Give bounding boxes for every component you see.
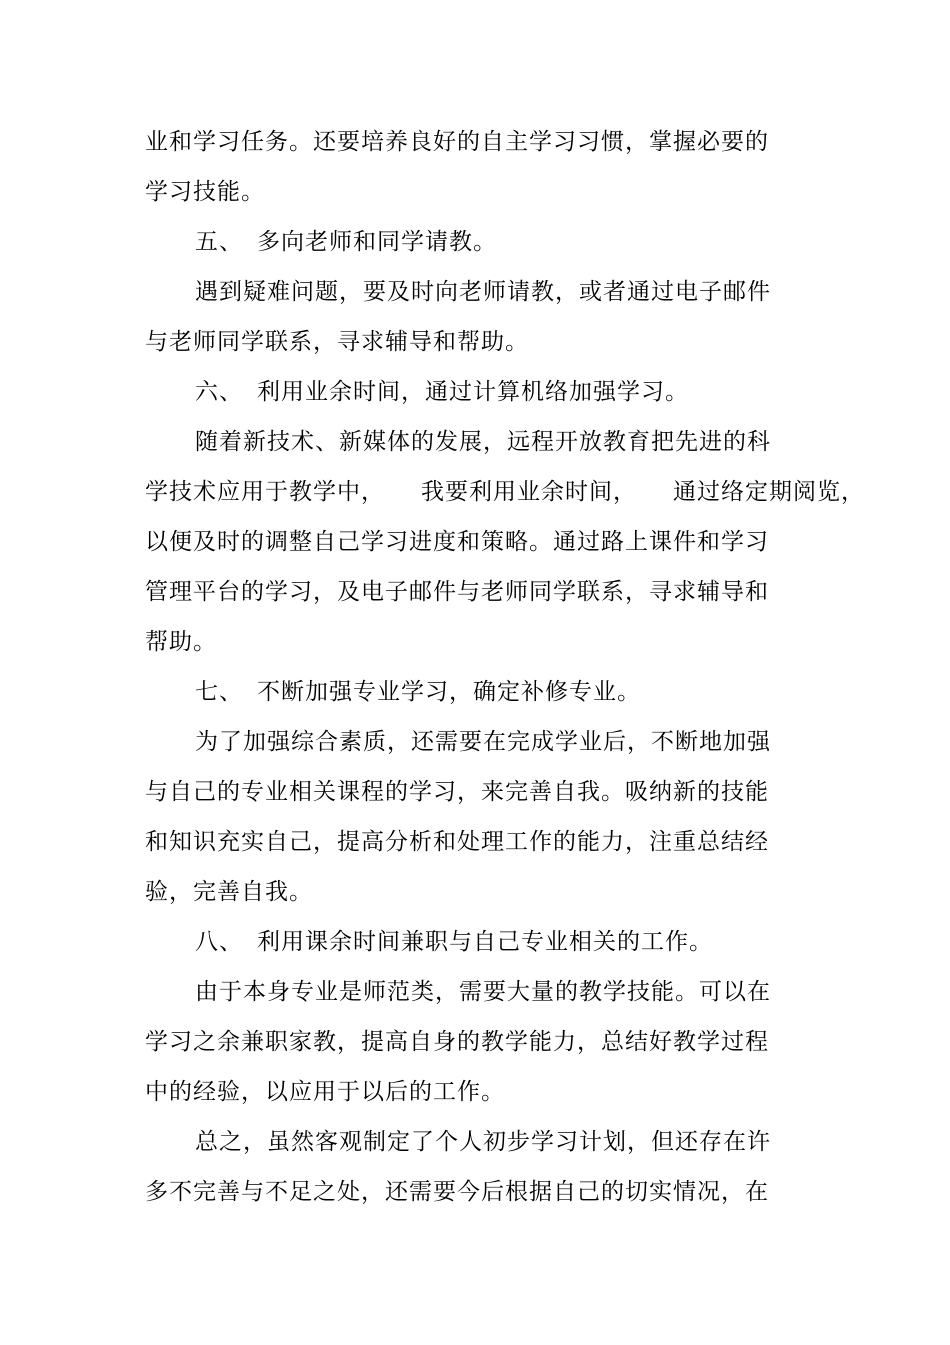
paragraph-line: 多不完善与不足之处，还需要今后根据自己的切实情况，在 (145, 1179, 769, 1205)
heading-number: 五、 (195, 229, 243, 255)
text-segment: 通过络定期阅览， (673, 479, 865, 505)
paragraph-line: 帮助。 (145, 629, 217, 655)
paragraph-line: 为了加强综合素质，还需要在完成学业后，不断地加强 (195, 729, 771, 755)
heading-text: 多向老师和同学请教。 (257, 229, 497, 255)
heading-number: 七、 (195, 679, 243, 705)
text-segment: 我要利用业余时间， (421, 479, 637, 505)
section-heading-5 (195, 227, 497, 257)
section-heading-8 (195, 927, 713, 957)
paragraph-line: 由于本身专业是师范类，需要大量的教学技能。可以在 (195, 979, 771, 1005)
paragraph-line-spaced (145, 477, 865, 507)
paragraph-line: 和知识充实自己，提高分析和处理工作的能力，注重总结经 (145, 829, 769, 855)
paragraph-line: 学习技能。 (145, 179, 265, 205)
heading-number: 六、 (195, 379, 243, 405)
paragraph-line: 与老师同学联系，寻求辅导和帮助。 (145, 329, 529, 355)
paragraph-line: 学习之余兼职家教，提高自身的教学能力，总结好教学过程 (145, 1029, 769, 1055)
section-heading-7 (195, 677, 641, 707)
heading-text: 不断加强专业学习，确定补修专业。 (257, 679, 641, 705)
heading-number: 八、 (195, 929, 243, 955)
paragraph-line: 随着新技术、新媒体的发展，远程开放教育把先进的科 (195, 429, 771, 455)
paragraph-line: 业和学习任务。还要培养良好的自主学习习惯，掌握必要的 (145, 129, 769, 155)
paragraph-line: 中的经验，以应用于以后的工作。 (145, 1079, 505, 1105)
section-heading-6 (195, 377, 689, 407)
paragraph-line: 与自己的专业相关课程的学习，来完善自我。吸纳新的技能 (145, 779, 769, 805)
paragraph-line: 遇到疑难问题，要及时向老师请教，或者通过电子邮件 (195, 279, 771, 305)
paragraph-line: 总之，虽然客观制定了个人初步学习计划，但还存在许 (195, 1129, 771, 1155)
heading-text: 利用课余时间兼职与自己专业相关的工作。 (257, 929, 713, 955)
paragraph-line: 以便及时的调整自己学习进度和策略。通过路上课件和学习 (145, 529, 769, 555)
paragraph-line: 管理平台的学习，及电子邮件与老师同学联系，寻求辅导和 (145, 579, 769, 605)
text-segment: 学技术应用于教学中， (145, 479, 385, 505)
paragraph-line: 验，完善自我。 (145, 879, 313, 905)
heading-text: 利用业余时间，通过计算机络加强学习。 (257, 379, 689, 405)
